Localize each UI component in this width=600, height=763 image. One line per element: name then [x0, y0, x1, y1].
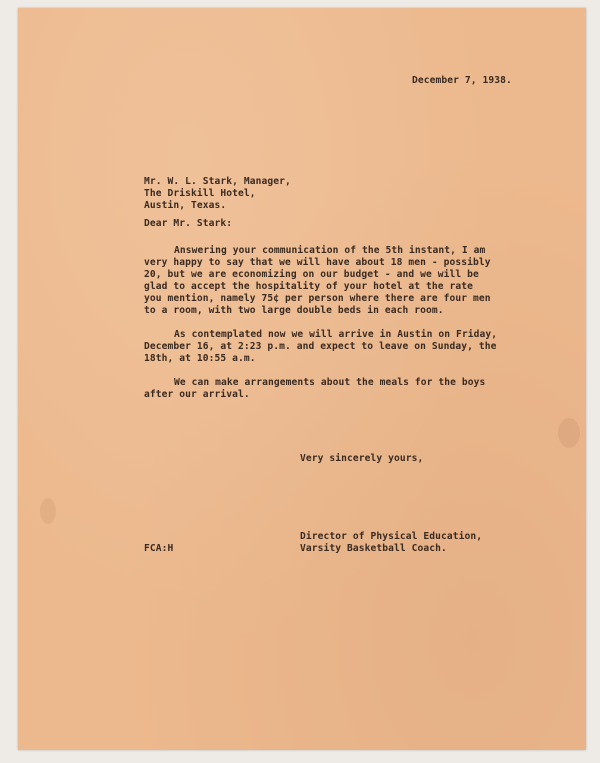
paragraph-line: to a room, with two large double beds in each room.	[144, 305, 444, 316]
paragraph-line: As contemplated now we will arrive in Austin on Friday,	[174, 329, 498, 340]
paragraph-line: very happy to say that we will have about 18 men - possibly	[144, 257, 491, 268]
paragraph-line: Answering your communication of the 5th instant, I am	[174, 245, 486, 256]
paragraph-line: you mention, namely 75¢ per person where there are four men	[144, 293, 491, 304]
paper-stain	[558, 418, 580, 448]
address-line: Mr. W. L. Stark, Manager,	[144, 176, 291, 187]
closing: Very sincerely yours,	[300, 453, 424, 464]
signature-line: Director of Physical Education,	[300, 531, 483, 542]
paragraph-line: We can make arrangements about the meals for the boys	[174, 377, 486, 388]
letter-date: December 7, 1938.	[412, 75, 512, 86]
salutation: Dear Mr. Stark:	[144, 218, 233, 229]
paragraph-line: glad to accept the hospitality of your hotel at the rate	[144, 281, 474, 292]
paragraph-line: 20, but we are economizing on our budget - and we will be	[144, 269, 479, 280]
address-line: The Driskill Hotel,	[144, 188, 256, 199]
typist-initials: FCA:H	[144, 543, 174, 554]
letter-page	[18, 8, 586, 750]
paragraph-line: 18th, at 10:55 a.m.	[144, 353, 256, 364]
address-line: Austin, Texas.	[144, 200, 227, 211]
paragraph-line: December 16, at 2:23 p.m. and expect to leave on Sunday, the	[144, 341, 497, 352]
paper-stain	[40, 498, 56, 524]
paragraph-line: after our arrival.	[144, 389, 250, 400]
signature-line: Varsity Basketball Coach.	[300, 543, 447, 554]
